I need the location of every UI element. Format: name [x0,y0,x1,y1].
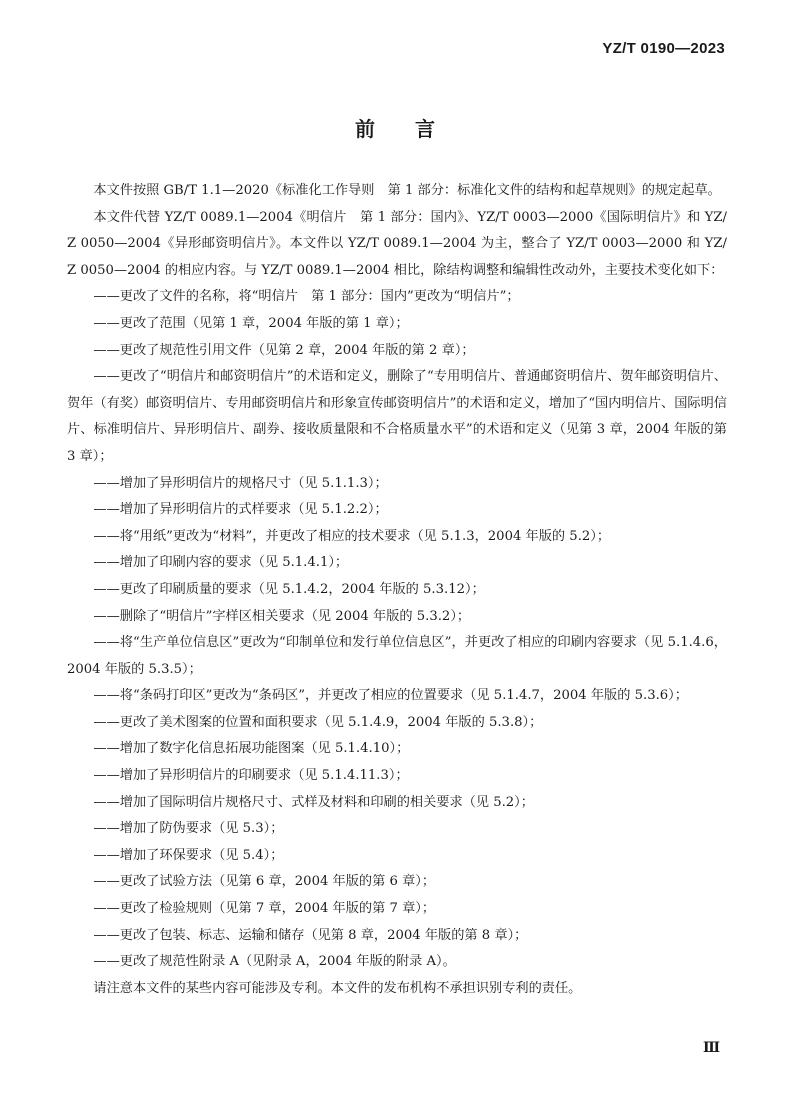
change-item: ——增加了异形明信片的规格尺寸（见 5.1.1.3）； [93,475,388,491]
change-item: ——更改了包装、标志、运输和储存（见第 8 章，2004 年版的第 8 章）； [93,927,528,943]
change-item: ——更改了范围（见第 1 章，2004 年版的第 1 章）； [93,315,409,331]
change-item: ——将“用纸”更改为“材料”，并更改了相应的技术要求（见 5.1.3，2004 年版的 5.2）； [93,528,611,544]
change-item: ——增加了防伪要求（见 5.3）； [93,821,284,837]
change-item: ——增加了印刷内容的要求（见 5.1.4.1）； [93,555,349,571]
paragraph: 本文件按照 GB/T 1.1—2020《标准化工作导则 第 1 部分：标准化文件的结构和起草规则》的规定起草。 [93,183,721,198]
change-item: ——更改了试验方法（见第 6 章，2004 年版的第 6 章）； [93,874,436,890]
change-item: ——更改了印刷质量的要求（见 5.1.4.2，2004 年版的 5.3.12）； [93,581,485,597]
change-item: ——增加了国际明信片规格尺寸、式样及材料和印刷的相关要求（见 5.2）； [93,794,534,810]
change-item: ——增加了数字化信息拓展功能图案（见 5.1.4.10）； [93,741,410,757]
change-item: ——更改了美术图案的位置和面积要求（见 5.1.4.9，2004 年版的 5.3.8）； [93,714,543,730]
foreword-body [67,178,727,1002]
change-item: ——更改了规范性引用文件（见第 2 章，2004 年版的第 2 章）； [93,342,475,358]
change-item: ——更改了检验规则（见第 7 章，2004 年版的第 7 章）； [93,901,436,917]
change-item: ——增加了环保要求（见 5.4）； [93,847,284,863]
change-item: ——增加了异形明信片的式样要求（见 5.1.2.2）； [93,502,388,518]
patent-notice: 请注意本文件的某些内容可能涉及专利。本文件的发布机构不承担识别专利的责任。 [93,980,582,996]
change-item: ——更改了文件的名称，将“明信片 第 1 部分：国内”更改为“明信片”； [93,289,520,305]
paragraph: 本文件代替 YZ/T 0089.1—2004《明信片 第 1 部分：国内》、YZ/T 0003—2000《国际明信片》和 YZ/Z 0050—2004《异形邮资明信片》。本文件以 YZ/T 0089.1—2004 为主，整合了 YZ/T 0003—2000 和 YZ/Z 0050—2004 的相应内容。与 YZ/T 0089.1—2004 相比，除结构调整和编辑性改动外，主要技术变化如下： [67,209,727,278]
change-item: ——更改了规范性附录 A（见附录 A，2004 年版的附录 A）。 [93,954,456,970]
page-number: Ⅲ [702,1040,720,1056]
change-item: ——将“生产单位信息区”更改为“印制单位和发行单位信息区”，并更改了相应的印刷内容要求（见 5.1.4.6，2004 年版的 5.3.5）； [67,635,727,677]
change-item: ——更改了“明信片和邮资明信片”的术语和定义，删除了“专用明信片、普通邮资明信片、贺年邮资明信片、贺年（有奖）邮资明信片、专用邮资明信片和形象宣传邮资明信片”的术语和定义，增加了“国内明信片、国际明信片、标准明信片、异形明信片、副券、接收质量限和不合格质量水平”的术语和定义（见第 3 章，2004 年版的第 3 章）； [67,369,727,464]
page-title: 前言 [355,117,475,141]
change-item: ——增加了异形明信片的印刷要求（见 5.1.4.11.3）； [93,768,409,784]
change-item: ——将“条码打印区”更改为“条码区”，并更改了相应的位置要求（见 5.1.4.7，2004 年版的 5.3.6）； [93,688,688,704]
document-number: YZ/T 0190—2023 [602,40,725,57]
change-item: ——删除了“明信片”字样区相关要求（见 2004 年版的 5.3.2）； [93,608,471,624]
